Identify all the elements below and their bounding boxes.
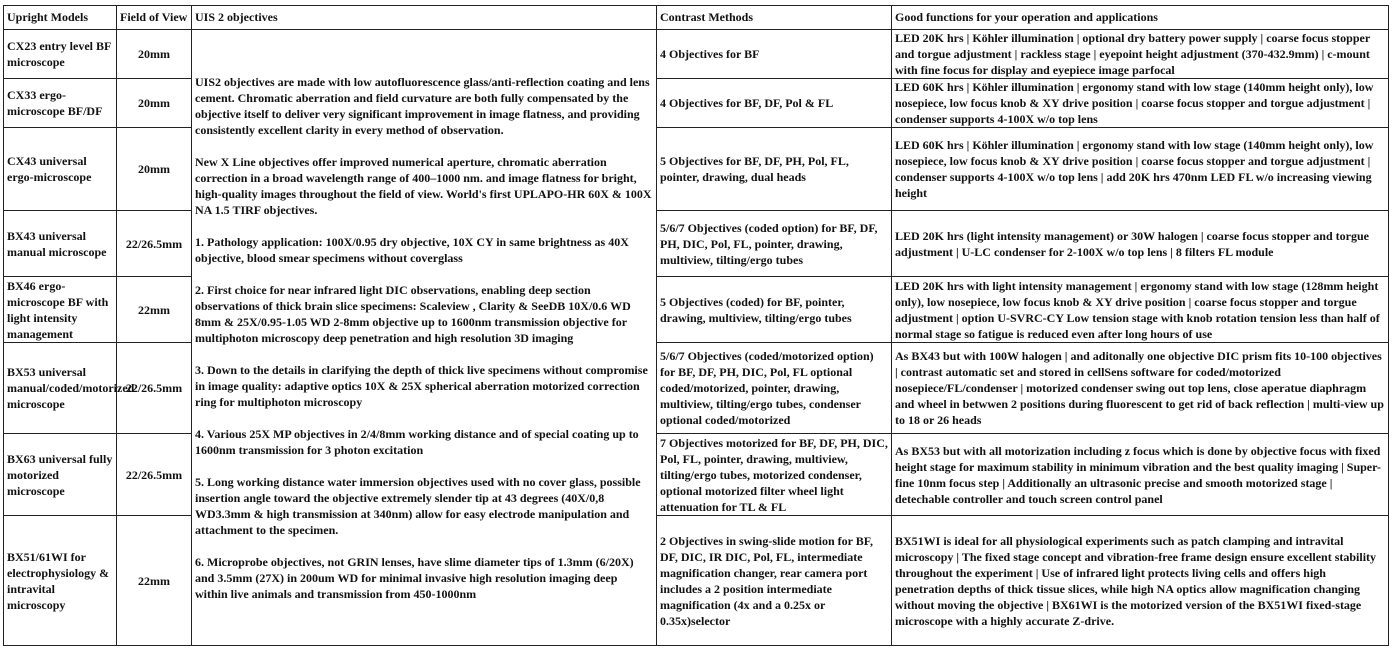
header-good-functions: Good functions for your operation and applications [892,6,1389,30]
uis-paragraph: 6. Microprobe objectives, not GRIN lenses, have slime diameter tips of 1.3mm (6/20X) and 3.5mm (27X) in 200um WD for minimal invasive high resolution imaging deep within live animals and transmission from 450-1000nm [195,554,634,601]
uis-paragraph: 5. Long working distance water immersion objectives used with no cover glass, possible insertion angle toward the objective extremely slender tip at 43 degrees (40X/0,8 WD3.3mm & high transmission at 340nm) allow for easy electrode manipulation and attachment to the specimen. [195,474,641,537]
model-cell: BX51/61WI for electrophysiology & intravital microscopy [4,516,117,646]
fov-cell: 22/26.5mm [117,211,192,277]
functions-cell: LED 60K hrs | Köhler illumination | ergonomy stand with low stage (140mm height only), low nosepiece, low focus knob & XY drive position | coarse focus stopper and torgue adjustment | condenser supports 4-100X w/o top lens [892,79,1389,128]
uis-paragraph: UIS2 objectives are made with low autofluorescence glass/anti-reflection coating and lens cement. Chromatic aberration and field curvature are both fully compensated by the objective itself to deliver very significant improvement in image flatness, and providing consistently excellent clarity in every method of observation. [195,74,650,137]
model-cell: CX23 entry level BF microscope [4,30,117,79]
uis2-objectives-cell [192,30,657,646]
table-row [4,30,1389,79]
model-cell: CX33 ergo-microscope BF/DF [4,79,117,128]
contrast-cell: 5/6/7 Objectives (coded/motorized option) for BF, DF, PH, DIC, Pol, FL optional coded/motorized, pointer, drawing, multiview, tilting/ergo tubes, condenser optional coded/motorized [657,343,892,434]
microscope-comparison-table [3,5,1389,646]
header-contrast-methods: Contrast Methods [657,6,892,30]
fov-cell: 20mm [117,30,192,79]
functions-cell: As BX53 but with all motorization including z focus which is done by objective focus with fixed height stage for maximum stability in minimum vibration and the best quality imaging | Super-fine 10nm focus step | Additionally an ultrasonic precise and smooth motorized stage | detechable controller and touch screen control panel [892,434,1389,516]
model-cell: BX46 ergo-microscope BF with light intensity management [4,277,117,343]
uis-paragraph: 1. Pathology application: 100X/0.95 dry objective, 10X CY in same brightness as 40X objective, blood smear specimens without coverglass [195,234,629,265]
fov-cell: 22mm [117,516,192,646]
header-row [4,6,1389,30]
contrast-cell: 5/6/7 Objectives (coded option) for BF, DF, PH, DIC, Pol, FL, pointer, drawing, multiview, tilting/ergo tubes [657,211,892,277]
model-cell: BX43 universal manual microscope [4,211,117,277]
uis-paragraph: 2. First choice for near infrared light DIC observations, enabling deep section observations of thick brain slice specimens: Scaleview , Clarity & SeeDB 10X/0.6 WD 8mm & 25X/0.95-1.05 WD 2-8mm objective up to 1600nm transmission objective for multiphoton microscopy deep penetration and high resolution 3D imaging [195,282,631,345]
fov-cell: 20mm [117,79,192,128]
uis-paragraph: 4. Various 25X MP objectives in 2/4/8mm working distance and of special coating up to 1600nm transmission for 3 photon excitation [195,426,639,457]
model-cell: CX43 universal ergo-microscope [4,128,117,211]
contrast-cell: 4 Objectives for BF, DF, Pol & FL [657,79,892,128]
contrast-cell: 4 Objectives for BF [657,30,892,79]
functions-cell: LED 20K hrs with light intensity management | ergonomy stand with low stage (128mm height only), low nosepiece, low focus knob & XY drive position | coarse focus stopper and torgue adjustment | option U-SVRC-CY Low tension stage with knob rotation tension less than half of normal stage so fatigue is reduced even after long hours of use [892,277,1389,343]
contrast-cell: 2 Objectives in swing-slide motion for BF, DF, DIC, IR DIC, Pol, FL, intermediate magnification changer, rear camera port includes a 2 position intermediate magnification (4x and a 0.25x or 0.35x)selector [657,516,892,646]
functions-cell: BX51WI is ideal for all physiological experiments such as patch clamping and intravital microscopy | The fixed stage concept and vibration-free frame design ensure excellent stability throughout the experiment | Use of infrared light protects living cells and offers high penetration depths of thick tissue slices, while high NA optics allow magnification changing without moving the objective | BX61WI is the motorized version of the BX51WI fixed-stage microscope with a highly accurate Z-drive. [892,516,1389,646]
functions-cell: LED 20K hrs | Köhler illumination | optional dry battery power supply | coarse focus stopper and torgue adjustment | rackless stage | eyepoint height adjustment (370-432.9mm) | c-mount with fine focus for display and eyepiece image parfocal [892,30,1389,79]
header-upright-models: Upright Models [4,6,117,30]
model-cell: BX53 universal manual/coded/motorized microscope [4,343,117,434]
uis-paragraph: 3. Down to the details in clarifying the depth of thick live specimens without compromise in image quality: adaptive optics 10X & 25X spherical aberration motorized correction ring for multiphoton microscopy [195,362,648,409]
functions-cell: As BX43 but with 100W halogen | and aditonally one objective DIC prism fits 10-100 objectives | contrast automatic set and stored in cellSens software for coded/motorized nosepiece/FL/condenser | motorized condenser swing out top lens, close aperatue diaphragm and wheel in betwwen 2 positions during fluorescent to get rid of back reflection | multi-view up to 18 or 26 heads [892,343,1389,434]
contrast-cell: 5 Objectives (coded) for BF, pointer, drawing, multiview, tilting/ergo tubes [657,277,892,343]
uis-paragraph: New X Line objectives offer improved numerical aperture, chromatic aberration correction in a broad wavelength range of 400–1000 nm. and image flatness for bright, high-quality images throughout the field of view. World's first UPLAPO-HR 60X & 100X NA 1.5 TIRF objectives. [195,154,652,217]
fov-cell: 22/26.5mm [117,343,192,434]
header-field-of-view: Field of View [117,6,192,30]
fov-cell: 22mm [117,277,192,343]
contrast-cell: 5 Objectives for BF, DF, PH, Pol, FL, pointer, drawing, dual heads [657,128,892,211]
fov-cell: 22/26.5mm [117,434,192,516]
functions-cell: LED 60K hrs | Köhler illumination | ergonomy stand with low stage (140mm height only), low nosepiece, low focus knob & XY drive position | coarse focus stopper and torgue adjustment | condenser supports 4-100X w/o top lens | add 20K hrs 470nm LED FL w/o increasing viewing height [892,128,1389,211]
functions-cell: LED 20K hrs (light intensity management) or 30W halogen | coarse focus stopper and torgue adjustment | U-LC condenser for 2-100X w/o top lens | 8 filters FL module [892,211,1389,277]
header-uis2-objectives: UIS 2 objectives [192,6,657,30]
fov-cell: 20mm [117,128,192,211]
contrast-cell: 7 Objectives motorized for BF, DF, PH, DIC, Pol, FL, pointer, drawing, multiview, tilting/ergo tubes, motorized condenser, optional motorized filter wheel light attenuation for TL & FL [657,434,892,516]
model-cell: BX63 universal fully motorized microscope [4,434,117,516]
